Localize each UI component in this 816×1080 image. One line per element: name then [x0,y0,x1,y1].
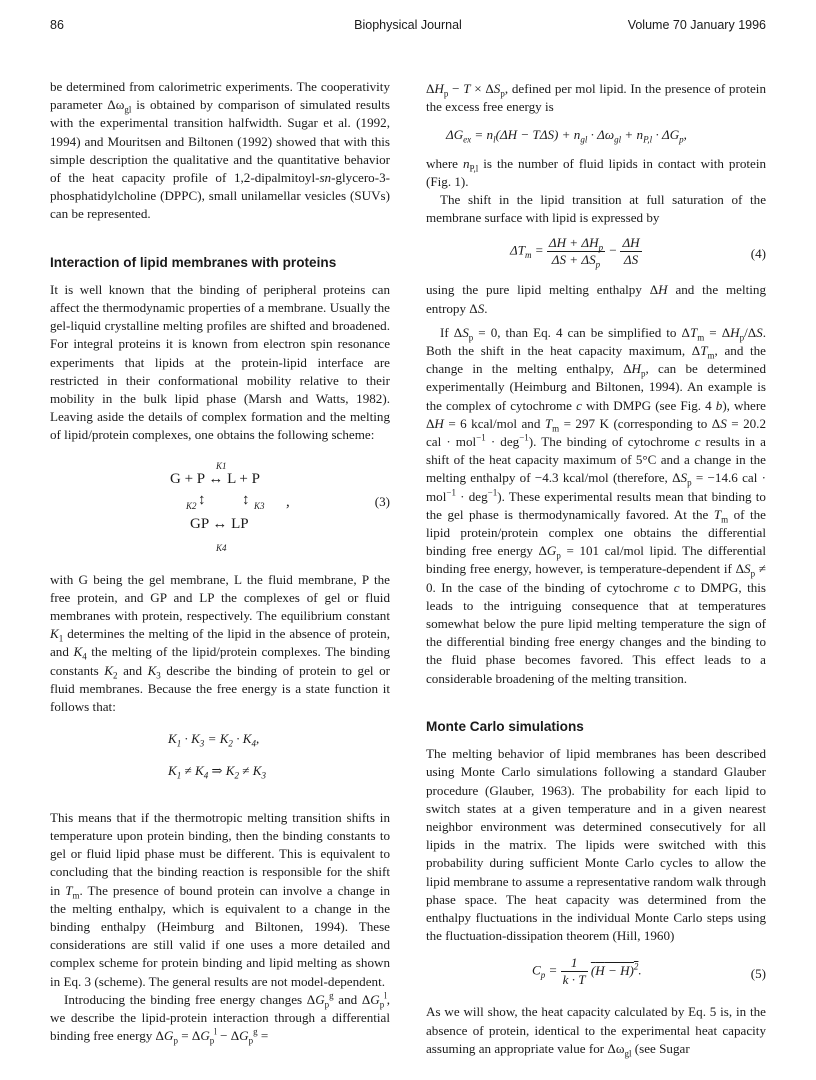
k2-label: K2 [186,500,197,511]
right-column [426,80,766,1058]
scheme-comma: , [286,493,290,510]
k1-label: K1 [216,460,227,471]
paragraph: be determined from calorimetric experiments. The cooperativity parameter $\Delta\omega_{gl}$ is obtained by comparison of simulated results with the experimental transition halfwidth. Sugar et al. (1992, 1994) and Mouritsen and Biltonen (1992) showed that with this simple description the qualitative and the quantitative behavior of the heat capacity profile of 1,2-dipalmitoyl-sn-glycero-3-phosphatidylcholine (DPPC), small unilamellar vesicles (SUVs) can be represented. [50,79,390,222]
k4-label: K4 [216,542,227,553]
equation-k-inequality: $K_1 \ne K_4$ ⇒ $K_2 \ne K_3$ [168,763,266,782]
equation-excess-free-energy: $\Delta G_{ex} = n_l(\Delta H - T\Delta S) + n_{gl} \cdot \Delta\omega_{gl} + n_{P,l} \cdot \Delta G_p$, [446,127,687,146]
reaction-scheme [50,453,390,571]
paragraph: The melting behavior of lipid membranes has been described using Monte Carlo simulations following a standard Glauber procedure (Glauber, 1963). The probability for each lipid to switch states at a given temperature and in a given nearest neighbor environment was determined consecutively for all lipids in the matrix. The lipids were switched with this probability during sufficient Monte Carlo cycles to allow the lipid membrane to assume a representative random walk through phase space. The heat capacity was determined from the enthalpy fluctuations in the individual Monte Carlo steps using the fluctuation-dissipation theorem (Hill, 1960) [426,746,766,944]
equation-number: (4) [750,246,766,262]
equation-number: (5) [750,966,766,982]
journal-title: Biophysical Journal [354,18,462,32]
paragraph: This means that if the thermotropic melting transition shifts in temperature upon protein binding, then the binding constants to gel or fluid lipid phase must be different. This is equivalent to concluding that the binding reaction is responsible for the shift in $T_m$. The presence of bound protein can involve a change in the melting enthalpy, which is equivalent to a change in the binding enthalpy (Heimburg and Biltonen, 1994). These considerations are still valid if one uses a more detailed and complex scheme for protein binding and lipid melting as shown in Eq. 3 (scheme). The general results are not model-dependent. [50,809,391,989]
paragraph: If $\Delta S_p = 0$, than Eq. 4 can be simplified to $\Delta T_m = \Delta H_p/\Delta S$. Both the shift in the heat capacity maximum, $\Delta T_m$, and the change in the melting enthalpy, $\Delta H_p$, can be determined experimentally (Heimburg and Biltonen, 1994). An example is the complex of cytochrome c with DMPG (see Fig. 4 b), where ΔH = 6 kcal/mol and $T_m = 297$ K (corresponding to ΔS = 20.2 cal · mol$^{-1}$ · deg$^{-1}$). The binding of cytochrome c results in a shift of the heat capacity maximum of 5°C and a change in the melting enthalpy of −4.3 kcal/mol (therefore, $\Delta S_p = -14.6$ cal · mol$^{-1}$ · deg$^{-1}$). These experimental results mean that binding to the gel phase is thermodynamically favored. At the $T_m$ of the lipid protein/protein complex one obtains the differential binding free energy $\Delta G_p = 101$ cal/mol lipid. The differential binding free energy, however, is temperature-dependent if $\Delta S_p \ne 0$. In the case of the binding of cytochrome c to DMPG, this leads to the intriguing consequence that at temperatures somewhat below the pure lipid melting temperature the sign of the differential binding free energy changes and the binding to the fluid phase becomes favored. This effect leads to a considerable broadening of the melting transition. [426,324,767,686]
arrow-vertical: ↕ [242,491,250,508]
paragraph: Introducing the binding free energy changes $\Delta G_p^g$ and $\Delta G_p^l$, we describe the lipid-protein interaction through a differential binding free energy $\Delta G_p = \Delta G_p^l - \Delta G_p^g$ = [50,990,391,1046]
arrow-vertical: ↕ [198,491,206,508]
scheme-row1: G + P ↔ L + P [170,470,260,487]
equation-4: $\Delta T_m$ = $\frac{\Delta H + \Delta H_p}{\Delta S + \Delta S_p}$ − $\frac{\Delta H}{\Delta S}$ (4) [510,235,766,271]
left-column [50,78,390,1045]
section-heading: Monte Carlo simulations [426,718,584,734]
paragraph: The shift in the lipid transition at full saturation of the membrane surface with lipid is expressed by [426,192,766,226]
equation-5: $C_p$ = $\frac{1}{k \cdot T}$ $(H - H)^2$. (5) [532,955,766,988]
paragraph: As we will show, the heat capacity calculated by Eq. 5 is, in the absence of protein, identical to the experimental heat capacity assuming an appropriate value for $\Delta\omega_{gl}$ (see Sugar [426,1004,766,1059]
paragraph: with G being the gel membrane, L the fluid membrane, P the free protein, and GP and LP the complexes of gel or fluid membranes with protein, respectively. The equilibrium constant $K_1$ determines the melting of the lipid in the absence of protein, and $K_4$ the melting of the lipid/protein complexes. The binding constants $K_2$ and $K_3$ describe the binding of protein to gel or fluid membranes. Because the free energy is a state function it follows that: [50,571,390,715]
paragraph: It is well known that the binding of peripheral proteins can affect the thermodynamic properties of a membrane. Usually the gel-liquid crystalline melting profiles are shifted and broadened. For integral proteins it is known from electron spin resonance experiments that lipids at the protein-lipid interface are restricted in their conformational mobility relative to their mobility in the bulk lipid phase (Marsh and Watts, 1982). Leaving aside the details of complex formation and the melting of lipid/protein complexes, one obtains the following scheme: [50,281,390,443]
equation-k-product: $K_1 \cdot K_3 = K_2 \cdot K_4$, [168,731,260,749]
paragraph: $\Delta H_p - T \times \Delta S_p$, defined per mol lipid. In the presence of protein the excess free energy is [426,81,766,115]
paragraph: where $n_{P,l}$ is the number of fluid lipids in contact with protein (Fig. 1). [426,155,766,189]
equation-number: (3) [374,493,390,509]
scheme-row3: GP ↔ LP [190,515,249,532]
paragraph: using the pure lipid melting enthalpy ΔH and the melting entropy ΔS. [426,282,767,316]
k3-label: K3 [254,500,265,511]
page-number: 86 [50,18,64,32]
section-heading: Interaction of lipid membranes with proteins [50,254,337,270]
volume-info: Volume 70 January 1996 [627,18,766,32]
